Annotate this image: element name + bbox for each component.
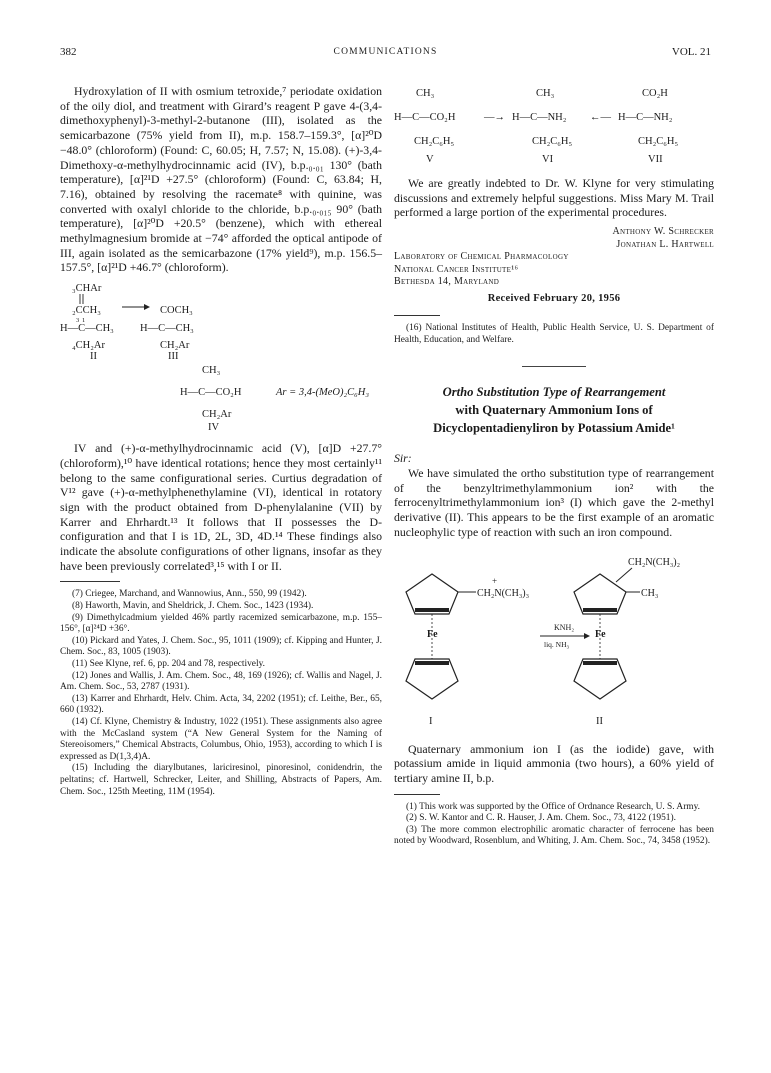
plus-charge: + [492, 575, 498, 586]
article-title-line-1 [394, 383, 714, 401]
footnote-12: (12) Jones and Wallis, J. Am. Chem. Soc., 48, 169 (1926); cf. Wallis and Nagel, J. Am. Chem. Soc., 53, 2787 (1931). [60, 670, 382, 693]
scheme-v-label: V [426, 154, 434, 165]
author-hartwell: Jonathan L. Hartwell [616, 238, 714, 250]
article-paragraph-2: Quaternary ammonium ion I (as the iodide) gave, with potassium amide in liquid ammonia (two hours), a 60% yield of tertiary amine II, b.p. [394, 741, 714, 785]
footnote-13: (13) Karrer and Ehrhardt, Helv. Chim. Acta, 34, 2202 (1951); cf. Leithe, Ber., 65, 660 (1932). [60, 693, 382, 716]
footnote-rule [60, 581, 120, 582]
struct-iv-label: IV [208, 422, 220, 434]
footnote-r1: (1) This work was supported by the Office of Ordnance Research, U. S. Army. [406, 801, 701, 812]
struct-ii-row3: H—C—CH₃ [60, 323, 114, 335]
acknowledgment: We are greatly indebted to Dr. W. Klyne for very stimulating discussions and extremely helpful suggestions. Miss Mary M. Trail performed a large portion of the experimental procedures. [394, 176, 714, 220]
article-title-text-1: Ortho Substitution Type of Rearrangement [442, 385, 666, 400]
volume-label: VOL. 21 [671, 46, 711, 58]
author-schrecker: Anthony W. Schrecker [612, 226, 714, 238]
fe-i: Fe [427, 628, 438, 640]
struct-iv-bottom: CH₂Ar [202, 409, 232, 421]
scheme-v-mid: H—C—CO₂H [394, 112, 456, 123]
struct-iii-row3: H—C—CH₃ [140, 323, 194, 335]
reagent-knh2: KNH₂ [554, 622, 575, 632]
reagent-liq-nh3: liq. NH₃ [544, 639, 570, 649]
footnote-11: (11) See Klyne, ref. 6, pp. 204 and 78, respectively. [72, 659, 265, 670]
scheme-vii-mid: H—C—NH₂ [618, 112, 673, 123]
scheme-v-vi-vii [394, 84, 714, 168]
salutation-text: Sir: [394, 451, 412, 466]
footnote-7: (7) Criegee, Marchand, and Wannowius, Ann., 550, 99 (1942). [72, 589, 307, 600]
footnote-r3: (3) The more common electrophilic aromatic character of ferrocene has been noted by Woodward, Rosenblum, and Whiting, J. Am. Chem. Soc., 74, 3458 (1952). [394, 824, 714, 847]
struct-iv-mid: H—C—CO₂H [180, 387, 242, 399]
ferrocene-ii-bond-1 [616, 568, 632, 582]
struct-iii-row2: COCH₃ [160, 305, 193, 317]
signature-block [394, 226, 714, 305]
scheme-vi-top: CH₃ [536, 88, 555, 99]
footnote-rule-right-2 [394, 794, 440, 795]
left-footnotes [60, 589, 382, 798]
footnote-16-text: (16) National Institutes of Health, Public Health Service, U. S. Department of Health, Education, and Welfare. [394, 323, 714, 345]
page-number: 382 [60, 46, 77, 58]
substituent-ii-a: CH₂N(CH₃)₂ [628, 556, 681, 568]
left-paragraph-1: Hydroxylation of II with osmium tetroxide,⁷ periodate oxidation of the oily diol, and treatment with Girard’s reagent P gave 4-(3,4-dimethoxyphenyl)-3-methyl-2-butanone (III), isolated as the semicarbazone (75% yield from II), m.p. 158.7–159.3°, [α]²⁰D −48.0° (chloroform) (Found: C, 60.05; H, 7.57; N, 15.08). (+)-3,4-Dimethoxy-α-methylhydrocinnamic acid (IV), b.p.₀.₀₁ 130° (bath temperature), [α]²¹D +27.5° (chloroform) (Found: C, 63.84; H, 7.16), obtained by resolving the racemate⁸ with quinine, was converted with oxalyl chloride to the chloride, b.p.₀.₀₁₅ 90° (bath temperature), [α]²⁰D +20.5° (benzene), which with ethereal methylmagnesium bromide at −74° afforded the optical antipode of III, again isolated as the semicarbazone (17% yield⁹), m.p. 156.5–157.5°, [α]²¹D +46.7° (chloroform). [60, 84, 382, 275]
struct-ii-row4: ₄CH₂Ar [72, 340, 105, 352]
footnote-8: (8) Haworth, Mavin, and Sheldrick, J. Chem. Soc., 1423 (1934). [72, 601, 314, 612]
salutation [394, 451, 714, 466]
affiliation-institute: National Cancer Institute¹⁶ [394, 263, 519, 275]
right-column [394, 84, 714, 848]
struct-iv-ar: Ar = 3,4-(MeO)₂C₆H₃ [276, 387, 369, 399]
struct-ii-row1: ₃CHAr [72, 283, 102, 295]
structure-ii-iii [60, 279, 382, 359]
reaction-arrow-head [584, 633, 590, 639]
left-column [60, 84, 382, 798]
left-paragraph-2: IV and (+)-α-methylhydrocinnamic acid (V), [α]D +27.7° (chloroform),¹⁰ have identical rotations; hence they most certainly¹¹ belong to the same configurational series. Curtius degradation of V¹² gave (+)-α-methylphenethylamine (VI), identical in rotatory sign with the product obtained from D-phenylalanine (VII) by Karrer and Ehrhardt.¹³ It follows that II possesses the D-configuration and that I is 1D, 2L, 3D, 4D.¹⁴ These findings also indicate the absolute configurations of other lignans, insofar as they have been previously correlated³,¹⁵ with I or II. [60, 441, 382, 573]
footnote-14: (14) Cf. Klyne, Chemistry & Industry, 1022 (1951). These assignments also agree with the McCasland system (“A New General System for the Naming of Stereoisomers,” Chemical Abstracts, Columbus, Ohio, 1953), according to which I is expressed as D(1,3,4)A. [60, 717, 382, 762]
struct-iii-row4: CH₂Ar [160, 340, 190, 352]
fe-ii: Fe [595, 628, 606, 640]
scheme-vi-mid: H—C—NH₂ [512, 112, 567, 123]
structure-iv [60, 363, 382, 433]
ferrocene-ii-diagram [574, 557, 680, 727]
footnote-16 [394, 323, 714, 346]
struct-ii-small-3: 3 [76, 317, 80, 325]
ferrocene-i-label: I [429, 715, 433, 727]
right-footnotes [394, 802, 714, 848]
scheme-vii-top: CO₂H [642, 88, 668, 99]
article-title-line-3: Dicyclopentadienyliron by Potassium Amide¹ [433, 421, 675, 436]
substituent-i: CH₂N(CH₃)₃ [477, 587, 530, 599]
footnote-rule-right [394, 315, 440, 316]
affiliation-lab: Laboratory of Chemical Pharmacology [394, 251, 569, 263]
affiliation-city: Bethesda 14, Maryland [394, 276, 500, 288]
footnote-15: (15) Including the diarylbutanes, lariciresinol, pinoresinol, conidendrin, the peltatins; cf. Hartwell, Schrecker, Leiter, and Shilling, Abstracts of Papers, Am. Chem. Soc., 125th Meeting, 11M (1954). [60, 763, 382, 797]
footnote-10: (10) Pickard and Yates, J. Chem. Soc., 95, 1011 (1909); cf. Kipping and Hunter, J. Chem. Soc., 83, 1005 (1903). [60, 635, 382, 658]
scheme-vi-label: VI [542, 154, 554, 165]
scheme-v-bottom: CH₂C₆H₅ [414, 136, 455, 147]
scheme-arrow-right: —→ [484, 112, 505, 123]
scheme-vii-bottom: CH₂C₆H₅ [638, 136, 679, 147]
struct-ii-label: II [90, 351, 97, 360]
footnote-9: (9) Dimethylcadmium yielded 46% partly racemized semicarbazone, m.p. 155–156°, [α]²⁴D +36°. [60, 612, 382, 635]
struct-ii-row2: ₂CCH₃ [72, 305, 101, 317]
struct-ii-small-1: 1 [82, 317, 86, 325]
scheme-arrow-left: ←— [590, 112, 611, 123]
substituent-ii-b: CH₃ [641, 587, 659, 599]
ferrocene-scheme [394, 554, 714, 732]
scheme-v-top: CH₃ [416, 88, 435, 99]
article-title-line-2: with Quaternary Ammonium Ions of [455, 403, 653, 418]
article-paragraph-1: We have simulated the ortho substitution type of rearrangement of the benzyltrimethylammonium ion² with the ferrocenyltrimethylammonium ion³ (I) which gave the 2-methyl derivative (II). This appears to be the first example of an aromatic nucleophylic type of reaction with such an iron compound. [394, 466, 714, 539]
article-separator [522, 366, 586, 367]
struct-iii-label: III [168, 351, 179, 360]
scheme-vii-label: VII [648, 154, 663, 165]
ferrocene-i-diagram [406, 574, 529, 727]
ferrocene-ii-label: II [596, 715, 603, 727]
footnote-r2: (2) S. W. Kantor and C. R. Hauser, J. Am. Chem. Soc., 73, 4122 (1951). [406, 813, 676, 824]
struct-iv-top: CH₃ [202, 365, 221, 377]
scheme-vi-bottom: CH₂C₆H₅ [532, 136, 573, 147]
received-date: Received February 20, 1956 [487, 292, 621, 304]
running-title: COMMUNICATIONS [333, 47, 438, 57]
running-header [60, 46, 711, 62]
